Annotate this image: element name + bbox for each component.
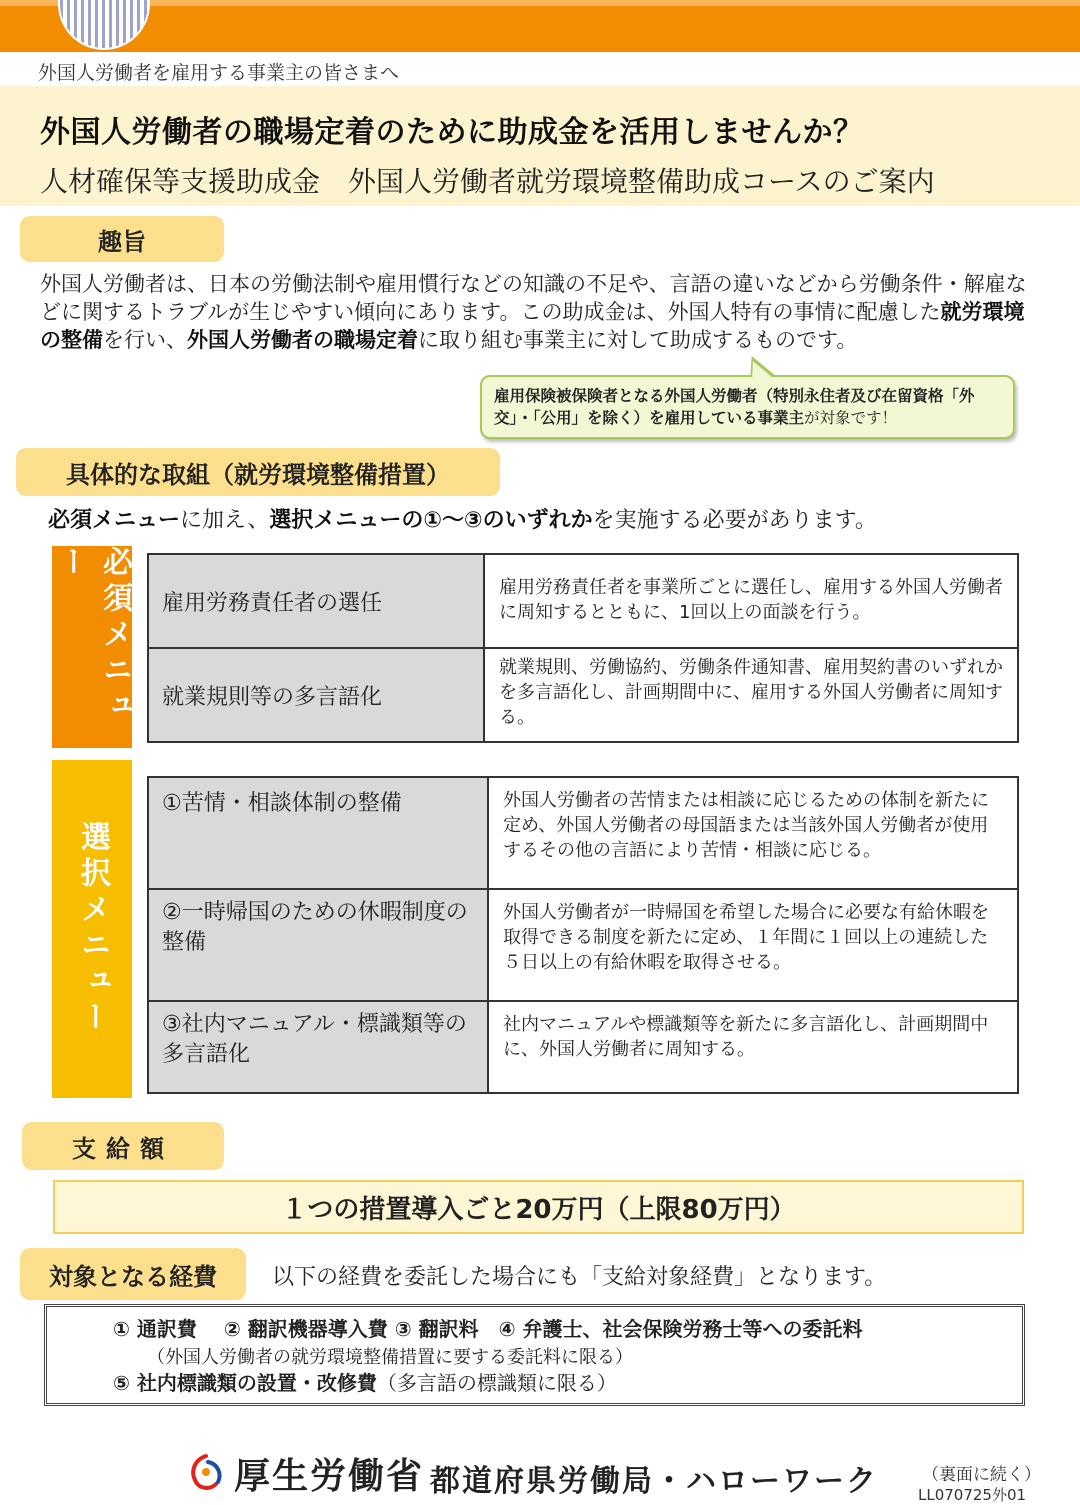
purpose-paragraph (40, 270, 1040, 354)
intro-text-1: に加え、 (180, 508, 270, 533)
offices-name: 都道府県労働局・ハローワーク (430, 1464, 878, 1499)
menu-description: 就業規則、労働協約、労働条件通知書、雇用契約書のいずれかを多言語化し、計画期間中に、雇用する外国人労働者に周知する。 (484, 648, 1018, 742)
cost-line-2: （外国人労働者の就労環境整備措置に要する委託料に限る） (147, 1347, 633, 1368)
optional-menu-table (147, 776, 1019, 1094)
page-subtitle: 人材確保等支援助成金 外国人労働者就労環境整備助成コースのご案内 (40, 165, 935, 198)
menu-description: 外国人労働者が一時帰国を希望した場合に必要な有給休暇を取得できる制度を新たに定め、１年間に１回以上の連続した５日以上の有給休暇を取得させる。 (488, 889, 1018, 1001)
section-label-purpose: 趣旨 (20, 216, 224, 262)
cost-line-3 (113, 1367, 617, 1396)
required-menu-table (147, 553, 1019, 743)
measures-intro (48, 503, 877, 534)
callout-text: が対象です！ (804, 409, 898, 427)
purpose-text-3: に取り組む事業主に対して助成するものです。 (418, 328, 858, 352)
menu-description: 社内マニュアルや標識類等を新たに多言語化し、計画期間中に、外国人労働者に周知する。 (488, 1001, 1018, 1093)
amount-value: １つの措置導入ごと20万円（上限80万円） (53, 1180, 1024, 1234)
callout-bold: 雇用保険被保険者となる外国人労働者（特別永住者及び在留資格「外交」・「公用」を除く）を雇用している事業主 (494, 387, 975, 427)
menu-item: ③社内マニュアル・標識類等の多言語化 (148, 1001, 488, 1093)
page-title: 外国人労働者の職場定着のために助成金を活用しませんか？ (40, 115, 864, 150)
menu-item: ①苦情・相談体制の整備 (148, 777, 488, 889)
intro-bold-2: 選択メニューの①～③のいずれか (269, 508, 593, 533)
optional-menu-label: 選択メニュー (52, 760, 132, 1098)
section-label-measures: 具体的な取組（就労環境整備措置） (16, 448, 500, 496)
cost-line-1: ① 通訳費 ② 翻訳機器導入費 ③ 翻訳料 ④ 弁護士、社会保険労務士等への委託料 (113, 1317, 863, 1341)
table-row (148, 777, 1018, 889)
top-highlight-band (0, 0, 1080, 6)
table-row (148, 889, 1018, 1001)
section-label-costs: 対象となる経費 (20, 1248, 246, 1300)
cost-list-box (44, 1304, 1025, 1406)
intro-bold-1: 必須メニュー (48, 508, 181, 533)
document-code: LL070725外01 (918, 1486, 1027, 1504)
costs-note: 以下の経費を委託した場合にも「支給対象経費」となります。 (272, 1265, 887, 1290)
audience-line: 外国人労働者を雇用する事業主の皆さまへ (38, 62, 400, 84)
table-row (148, 648, 1018, 742)
purpose-bold-1: 就労環境の整備 (40, 300, 1025, 352)
table-row (148, 554, 1018, 648)
menu-item: 雇用労務責任者の選任 (148, 554, 484, 648)
purpose-bold-2: 外国人労働者の職場定着 (187, 328, 418, 352)
table-row (148, 1001, 1018, 1093)
menu-item: ②一時帰国のための休暇制度の整備 (148, 889, 488, 1001)
purpose-text-2: を行い、 (103, 328, 187, 352)
menu-description: 雇用労務責任者を事業所ごとに選任し、雇用する外国人労働者に周知するとともに、1回以上の面談を行う。 (484, 554, 1018, 648)
cost-line-3-bold: ⑤ 社内標識類の設置・改修費 (113, 1371, 377, 1395)
top-color-band (0, 0, 1080, 52)
eligibility-callout (480, 375, 1015, 439)
ministry-logo-icon (188, 1452, 224, 1492)
intro-text-2: を実施する必要があります。 (592, 508, 877, 533)
required-menu-label: 必須メニュー (52, 546, 132, 748)
purpose-text-1: 外国人労働者は、日本の労働法制や雇用慣行などの知識の不足や、言語の違いなどから労働条件・解雇などに関するトラブルが生じやすい傾向にあります。この助成金は、外国人特有の事情に配慮した (40, 272, 1027, 324)
section-label-amount: 支給額 (22, 1122, 224, 1170)
menu-description: 外国人労働者の苦情または相談に応じるための体制を新たに定め、外国人労働者の母国語または当該外国人労働者が使用するその他の言語により苦情・相談に応じる。 (488, 777, 1018, 889)
menu-item: 就業規則等の多言語化 (148, 648, 484, 742)
ministry-name: 厚生労働省 (234, 1456, 425, 1497)
continued-note: （裏面に続く） (922, 1465, 1041, 1485)
cost-line-3-text: （多言語の標識類に限る） (376, 1371, 617, 1395)
